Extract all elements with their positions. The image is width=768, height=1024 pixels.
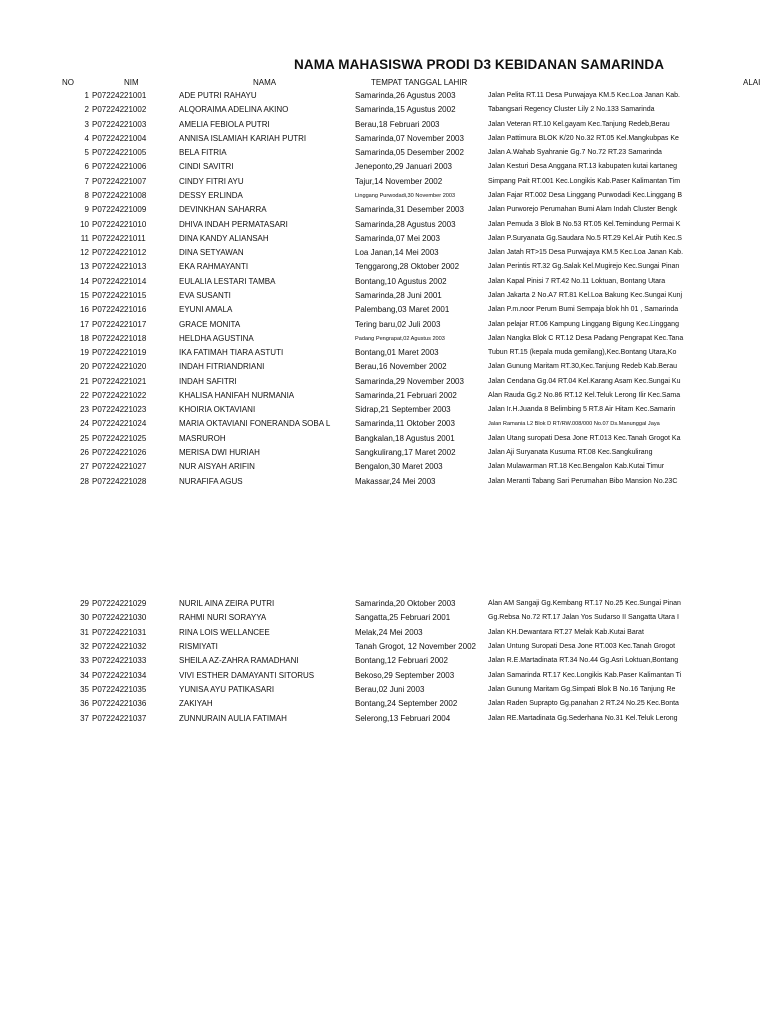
cell-nim: P07224221030 [92,613,147,623]
cell-nim: P07224221026 [92,448,147,457]
cell-tempat-tanggal-lahir: Samarinda,20 Oktober 2003 [355,599,456,608]
cell-nim: P07224221035 [92,685,147,694]
cell-alamat: Jalan Pelita RT.11 Desa Purwajaya KM.5 Kec.Loa Janan Kab. [488,92,680,99]
table-row [0,218,768,232]
table-row [0,375,768,389]
cell-nim: P07224221016 [92,305,147,315]
table-row [0,203,768,217]
cell-nim: P07224221029 [92,599,147,608]
cell-nama: NUR AISYAH ARIFIN [179,462,255,472]
cell-no: 16 [80,305,89,315]
cell-nama: AMELIA FEBIOLA PUTRI [179,119,270,129]
cell-nim: P07224221025 [92,433,147,443]
cell-alamat: Jalan R.E.Martadinata RT.34 No.44 Gg.Asri Loktuan,Bontang [488,657,679,665]
table-row [0,697,768,711]
cell-alamat: Jalan Cendana Gg.04 RT.04 Kel.Karang Asam Kec.Sungai Ku [488,377,681,385]
cell-alamat: Jalan Ir.H.Juanda 8 Belimbing 5 RT.8 Air Hitam Kec.Samarin [488,406,676,414]
cell-tempat-tanggal-lahir: Makassar,24 Mei 2003 [355,476,436,486]
cell-alamat: Jalan P.Suryanata Gg.Saudara No.5 RT.29 Kel.Air Putih Kec.S [488,234,682,242]
cell-nama: ZUNNURAIN AULIA FATIMAH [179,713,287,723]
cell-nim: P07224221019 [92,348,147,357]
cell-nama: DEVINKHAN SAHARRA [179,205,267,215]
cell-tempat-tanggal-lahir: Berau,16 November 2002 [355,362,447,372]
cell-nama: IKA FATIMAH TIARA ASTUTI [179,348,284,357]
cell-nama: YUNISA AYU PATIKASARI [179,685,275,694]
cell-no: 4 [84,133,89,143]
table-row [0,175,768,189]
cell-alamat: Jalan Kapal Pinisi 7 RT.42 No.11 Loktuan, Bontang Utara [488,277,666,285]
table-row [0,611,768,625]
cell-nama: HELDHA AGUSTINA [179,333,254,343]
cell-alamat: Jalan Jakarta 2 No.A7 RT.81 Kel.Loa Bakung Kec.Sungai Kunj [488,291,683,299]
cell-nama: NURAFIFA AGUS [179,476,243,486]
cell-tempat-tanggal-lahir: Bengalon,30 Maret 2003 [355,462,443,472]
cell-nama: MARIA OKTAVIANI FONERANDA SOBA L [179,419,331,429]
table-row [0,103,768,117]
cell-tempat-tanggal-lahir: Samarinda,31 Desember 2003 [355,205,464,215]
cell-tempat-tanggal-lahir: Sangatta,25 Februari 2001 [355,613,451,623]
cell-nim: P07224221027 [92,462,147,472]
table-row [0,146,768,160]
cell-tempat-tanggal-lahir: Bontang,10 Agustus 2002 [355,276,447,286]
cell-tempat-tanggal-lahir: Bangkalan,18 Agustus 2001 [355,433,455,443]
cell-no: 26 [80,448,89,457]
cell-tempat-tanggal-lahir: Bontang,01 Maret 2003 [355,348,439,357]
cell-tempat-tanggal-lahir: Samarinda,28 Juni 2001 [355,290,442,300]
cell-no: 15 [80,290,89,300]
cell-alamat: Jalan KH.Dewantara RT.27 Melak Kab.Kutai Barat [488,628,644,636]
cell-tempat-tanggal-lahir: Berau,18 Februari 2003 [355,119,440,129]
cell-no: 20 [80,362,89,372]
table-row [0,160,768,174]
cell-nama: ANNISA ISLAMIAH KARIAH PUTRI [179,133,307,143]
cell-nim: P07224221013 [92,262,147,272]
cell-nim: P07224221008 [92,191,147,200]
cell-alamat: Jalan Mulawarman RT.18 Kec.Bengalon Kab.Kutai Timur [488,463,665,471]
cell-nim: P07224221017 [92,319,147,329]
cell-no: 13 [80,262,89,272]
cell-nama: EVA SUSANTI [179,290,231,300]
cell-no: 22 [80,390,89,400]
table-row [0,346,768,360]
cell-alamat: Jalan Jatah RT>15 Desa Purwajaya KM.5 Kec.Loa Janan Kab. [488,249,684,257]
header-alamat: ALAI [743,78,761,87]
cell-tempat-tanggal-lahir: Bontang,12 Februari 2002 [355,656,448,666]
cell-nama: INDAH FITRIANDRIANI [179,362,265,372]
cell-nim: P07224221009 [92,205,147,215]
cell-no: 14 [80,276,89,286]
cell-nama: DINA KANDY ALIANSAH [179,233,269,243]
cell-no: 37 [80,713,89,723]
table-row [0,275,768,289]
cell-nim: P07224221037 [92,713,147,723]
cell-tempat-tanggal-lahir: Padang Pengrapat,02 Agustus 2003 [355,335,445,342]
table-row [0,446,768,460]
cell-tempat-tanggal-lahir: Bontang,24 September 2002 [355,699,458,709]
cell-tempat-tanggal-lahir: Samarinda,21 Februari 2002 [355,390,457,400]
cell-nim: P07224221036 [92,699,147,709]
cell-nim: P07224221010 [92,219,147,229]
cell-tempat-tanggal-lahir: Melak,24 Mei 2003 [355,627,423,637]
cell-nama: DHIVA INDAH PERMATASARI [179,219,288,229]
cell-nim: P07224221028 [92,476,147,486]
cell-nama: DINA SETYAWAN [179,248,244,258]
cell-alamat: Jalan Kesturi Desa Anggana RT.13 kabupaten kutai kartaneg [488,163,677,171]
cell-nama: MASRUROH [179,433,226,443]
cell-no: 34 [80,670,89,680]
header-nim: NIM [124,78,139,87]
table-row [0,597,768,611]
cell-nim: P07224221014 [92,276,147,286]
cell-alamat: Jalan P.m.noor Perum Bumi Sempaja blok hh 01 , Samarinda [488,306,679,314]
cell-nim: P07224221001 [92,91,147,100]
cell-tempat-tanggal-lahir: Tenggarong,28 Oktober 2002 [355,262,460,272]
cell-alamat: Alan Rauda Gg.2 No.86 RT.12 Kel.Teluk Lerong Ilir Kec.Sama [488,391,681,399]
table-row [0,118,768,132]
table-row [0,260,768,274]
cell-nim: P07224221031 [92,627,147,637]
table-row [0,318,768,332]
cell-nama: EYUNI AMALA [179,305,233,315]
cell-no: 19 [80,348,89,357]
cell-alamat: Jalan Pemuda 3 Blok B No.53 RT.05 Kel.Temindung Permai K [488,220,681,228]
cell-tempat-tanggal-lahir: Samarinda,07 Mei 2003 [355,233,440,243]
cell-nama: KHOIRIA OKTAVIANI [179,405,256,415]
cell-nama: EKA RAHMAYANTI [179,262,249,272]
cell-tempat-tanggal-lahir: Samarinda,11 Oktober 2003 [355,419,455,429]
table-row [0,669,768,683]
cell-tempat-tanggal-lahir: Samarinda,05 Desember 2002 [355,148,464,158]
header-ttl: TEMPAT TANGGAL LAHIR [371,78,468,87]
cell-tempat-tanggal-lahir: Tajur,14 November 2002 [355,176,443,186]
table-row [0,626,768,640]
cell-nim: P07224221021 [92,376,147,386]
cell-nama: GRACE MONITA [179,319,241,329]
cell-alamat: Tabangsari Regency Cluster Lily 2 No.133 Samarinda [488,106,655,114]
cell-alamat: Tubun RT.15 (kepala muda gemilang),Kec.Bontang Utara,Ko [488,349,677,356]
cell-nama: KHALISA HANIFAH NURMANIA [179,390,295,400]
cell-no: 6 [84,162,89,172]
cell-nama: CINDY FITRI AYU [179,176,244,186]
cell-alamat: Jalan Ramania L2 Blok D RT/RW.008/000 No.07 Ds.Manunggal Jaya [488,421,660,428]
cell-nim: P07224221032 [92,642,147,651]
cell-no: 27 [80,462,89,472]
cell-nama: RISMIYATI [179,642,218,651]
table-row [0,654,768,668]
cell-nim: P07224221033 [92,656,147,666]
table-row [0,403,768,417]
cell-nim: P07224221020 [92,362,147,372]
cell-alamat: Simpang Pait RT.001 Kec.Longikis Kab.Paser Kalimantan Tim [488,177,681,185]
cell-no: 18 [80,333,89,343]
cell-no: 33 [80,656,89,666]
cell-alamat: Alan AM Sangaji Gg.Kembang RT.17 No.25 Kec.Sungai Pinan [488,600,681,607]
cell-nim: P07224221015 [92,290,147,300]
cell-no: 28 [80,476,89,486]
cell-no: 24 [80,419,89,429]
cell-no: 8 [84,191,89,200]
cell-nim: P07224221004 [92,133,147,143]
cell-nama: RINA LOIS WELLANCEE [179,627,270,637]
cell-alamat: Jalan A.Wahab Syahranie Gg.7 No.72 RT.23 Samarinda [488,149,662,157]
cell-alamat: Jalan Fajar RT.002 Desa Linggang Purwodadi Kec.Linggang B [488,192,683,199]
cell-alamat: Jalan Samarinda RT.17 Kec.Longikis Kab.Paser Kalimantan Ti [488,671,682,679]
cell-no: 1 [84,91,89,100]
table-row [0,303,768,317]
table-row [0,389,768,403]
cell-alamat: Jalan Gunung Maritam Gg.Simpati Blok B No.16 Tanjung Re [488,686,676,693]
cell-no: 3 [84,119,89,129]
cell-no: 11 [80,233,89,243]
cell-no: 12 [80,248,89,258]
cell-alamat: Jalan Raden Suprapto Gg.panahan 2 RT.24 No.25 Kec.Bonta [488,700,679,708]
cell-alamat: Jalan Untung Suropati Desa Jone RT.003 Kec.Tanah Grogot [488,643,676,650]
table-row [0,475,768,489]
cell-no: 32 [80,642,89,651]
cell-no: 36 [80,699,89,709]
cell-nama: CINDI SAVITRI [179,162,234,172]
cell-nama: ZAKIYAH [179,699,213,709]
cell-nim: P07224221003 [92,119,147,129]
cell-tempat-tanggal-lahir: Tanah Grogot, 12 November 2002 [355,642,476,651]
table-row [0,246,768,260]
table-row [0,640,768,654]
table-row [0,417,768,431]
cell-alamat: Jalan Veteran RT.10 Kel.gayam Kec.Tanjung Redeb,Berau [488,120,670,128]
cell-no: 30 [80,613,89,623]
cell-nim: P07224221012 [92,248,147,258]
cell-nim: P07224221034 [92,670,147,680]
cell-nim: P07224221018 [92,333,147,343]
cell-alamat: Jalan Perintis RT.32 Gg.Salak Kel.Mugirejo Kec.Sungai Pinan [488,263,680,271]
cell-alamat: Gg.Rebsa No.72 RT.17 Jalan Yos Sudarso II Sangatta Utara I [488,614,679,622]
cell-nim: P07224221022 [92,390,147,400]
cell-tempat-tanggal-lahir: Samarinda,26 Agustus 2003 [355,91,456,100]
table-row [0,289,768,303]
cell-nama: ADE PUTRI RAHAYU [179,91,257,100]
table-row [0,332,768,346]
cell-tempat-tanggal-lahir: Samarinda,07 November 2003 [355,133,464,143]
cell-no: 25 [80,433,89,443]
header-nama: NAMA [253,78,277,87]
cell-nim: P07224221007 [92,176,147,186]
cell-no: 29 [80,599,89,608]
cell-tempat-tanggal-lahir: Sangkulirang,17 Maret 2002 [355,448,456,457]
cell-nim: P07224221023 [92,405,147,415]
cell-tempat-tanggal-lahir: Jeneponto,29 Januari 2003 [355,162,452,172]
cell-nama: NURIL AINA ZEIRA PUTRI [179,599,275,608]
cell-tempat-tanggal-lahir: Linggang Purwodadi,30 November 2003 [355,193,456,199]
cell-tempat-tanggal-lahir: Selerong,13 Februari 2004 [355,713,451,723]
table-row [0,232,768,246]
cell-no: 2 [84,105,89,115]
table-row [0,132,768,146]
cell-tempat-tanggal-lahir: Palembang,03 Maret 2001 [355,305,450,315]
cell-nama: DESSY ERLINDA [179,191,243,200]
cell-tempat-tanggal-lahir: Samarinda,28 Agustus 2003 [355,219,456,229]
cell-no: 35 [80,685,89,694]
cell-alamat: Jalan Purworejo Perumahan Bumi Alam Indah Cluster Bengk [488,206,678,214]
cell-nama: MERISA DWI HURIAH [179,448,260,457]
cell-tempat-tanggal-lahir: Berau,02 Juni 2003 [355,685,425,694]
cell-tempat-tanggal-lahir: Samarinda,29 November 2003 [355,376,464,386]
cell-nim: P07224221011 [92,233,146,243]
cell-nim: P07224221006 [92,162,147,172]
cell-no: 23 [80,405,89,415]
cell-no: 31 [80,627,89,637]
cell-alamat: Jalan Meranti Tabang Sari Perumahan Bibo Mansion No.23C [488,477,678,485]
cell-nama: VIVI ESTHER DAMAYANTI SITORUS [179,670,315,680]
cell-no: 17 [80,319,89,329]
cell-no: 5 [84,148,89,158]
table-row [0,683,768,697]
cell-tempat-tanggal-lahir: Bekoso,29 September 2003 [355,670,455,680]
cell-alamat: Jalan Utang suropati Desa Jone RT.013 Kec.Tanah Grogot Ka [488,434,681,442]
cell-no: 21 [80,376,89,386]
cell-nama: ALQORAIMA ADELINA AKINO [179,105,289,115]
table-row [0,89,768,103]
cell-alamat: Jalan pelajar RT.06 Kampung Linggang Bigung Kec.Linggang [488,320,679,328]
table-row [0,712,768,726]
cell-alamat: Jalan RE.Martadinata Gg.Sederhana No.31 Kel.Teluk Lerong [488,714,678,722]
cell-tempat-tanggal-lahir: Samarinda,15 Agustus 2002 [355,105,456,115]
cell-no: 10 [80,219,89,229]
cell-nama: RAHMI NURI SORAYYA [179,613,267,623]
cell-alamat: Jalan Aji Suryanata Kusuma RT.08 Kec.Sangkulirang [488,449,653,456]
cell-nim: P07224221002 [92,105,147,115]
cell-alamat: Jalan Pattimura BLOK K/20 No.32 RT.05 Kel.Mangkubpas Ke [488,134,679,142]
table-row [0,460,768,474]
cell-alamat: Jalan Gunung Maritam RT.30,Kec.Tanjung Redeb Kab.Berau [488,363,677,371]
cell-nama: INDAH SAFITRI [179,376,237,386]
cell-nama: SHEILA AZ-ZAHRA RAMADHANI [179,656,299,666]
cell-nama: BELA FITRIA [179,148,227,158]
page-title: NAMA MAHASISWA PRODI D3 KEBIDANAN SAMARINDA [294,57,665,72]
cell-tempat-tanggal-lahir: Sidrap,21 September 2003 [355,405,451,415]
table-row [0,432,768,446]
cell-nim: P07224221024 [92,419,147,429]
table-row [0,189,768,203]
cell-no: 7 [84,176,89,186]
cell-alamat: Jalan Nangka Blok C RT.12 Desa Padang Pengrapat Kec.Tana [488,334,684,342]
table-row [0,360,768,374]
cell-no: 9 [84,205,89,215]
cell-nim: P07224221005 [92,148,147,158]
cell-tempat-tanggal-lahir: Loa Janan,14 Mei 2003 [355,248,439,258]
header-no: NO [62,78,74,87]
cell-tempat-tanggal-lahir: Tering baru,02 Juli 2003 [355,319,441,329]
cell-nama: EULALIA LESTARI TAMBA [179,276,276,286]
